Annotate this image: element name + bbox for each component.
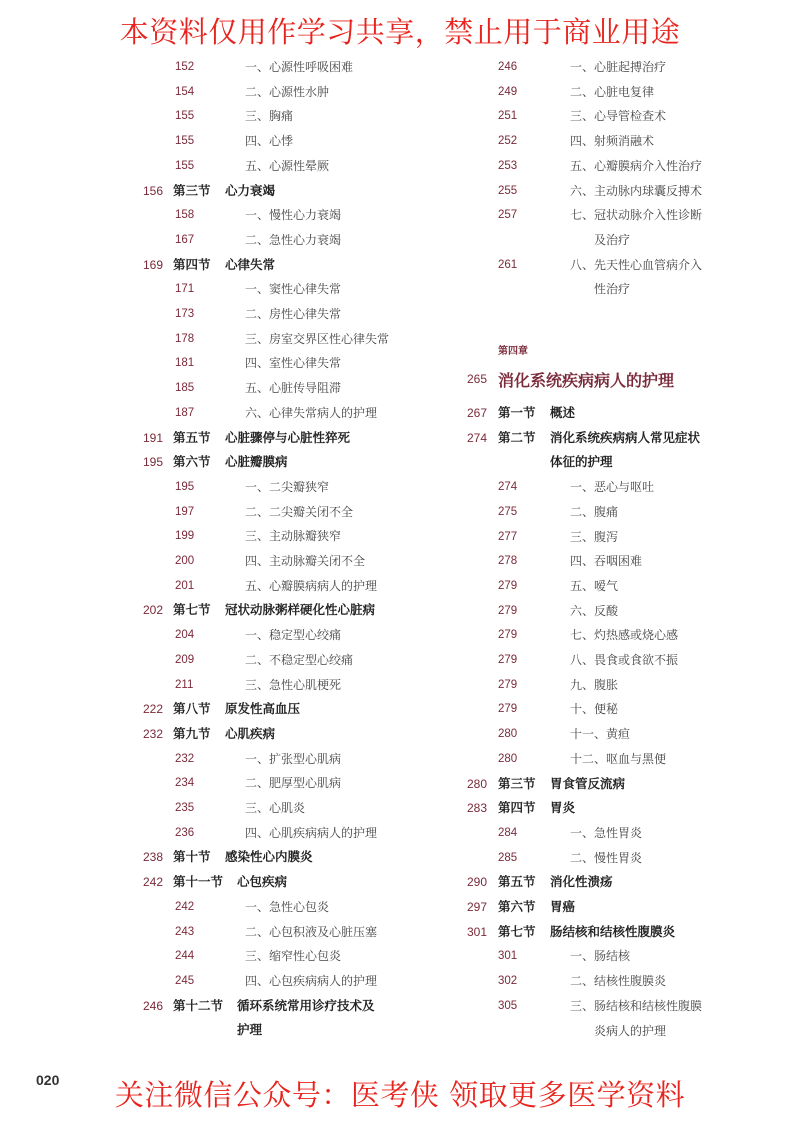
item-title-continued: 性治疗 [594,282,631,297]
item-page-number: 171 [175,283,195,296]
item-title: 五、嗳气 [570,578,619,593]
item-title: 三、心导管检查术 [570,109,667,124]
section-label: 第三节 [173,182,211,198]
item-page-number: 275 [498,505,518,518]
item-title: 四、吞咽困难 [570,554,643,569]
item-title: 四、心包疾病病人的护理 [245,973,378,988]
item-title: 一、肠结核 [570,949,631,964]
item-page-number: 277 [498,530,518,543]
item-title: 十一、黄疸 [570,727,631,742]
section-title: 肠结核和结核性腹膜炎 [550,923,676,939]
section-page-number: 156 [143,183,164,198]
item-page-number: 279 [498,678,518,691]
item-title: 七、冠状动脉介入性诊断 [570,208,703,223]
section-page-number: 267 [467,406,488,420]
section-title: 胃癌 [550,899,576,914]
section-label: 第五节 [173,429,211,445]
section-label: 第七节 [173,602,211,618]
section-title-continued: 体征的护理 [550,454,613,470]
section-page-number: 169 [143,257,164,272]
item-page-number: 154 [175,85,195,98]
item-page-number: 235 [175,802,195,814]
section-title: 心肌疾病 [225,725,276,741]
top-notice-banner: 本资料仅用作学习共享，禁止用于商业用途 [119,15,681,49]
item-page-number: 274 [498,481,518,494]
item-title: 一、二尖瓣狭窄 [245,479,330,494]
item-title: 二、腹痛 [570,504,619,519]
section-label: 第八节 [173,701,211,717]
section-label: 第九节 [173,725,211,741]
item-title: 七、灼热感或烧心感 [570,628,679,643]
item-title: 二、心包积液及心脏压塞 [245,924,378,939]
item-page-number: 232 [175,752,195,765]
item-title: 四、室性心律失常 [245,356,342,371]
item-title: 一、扩张型心肌病 [245,751,342,766]
item-page-number: 181 [175,357,195,370]
item-title: 五、心瓣膜病病人的护理 [245,578,378,593]
item-title: 四、主动脉瓣关闭不全 [245,554,366,568]
item-title: 二、肥厚型心肌病 [245,776,342,791]
section-page-number: 191 [143,430,164,445]
section-label: 第六节 [173,454,211,470]
section-page-number: 232 [143,726,164,741]
item-page-number: 249 [498,85,518,98]
item-title: 四、射频消融术 [570,134,655,149]
item-title: 八、先天性心血管病介入 [570,257,703,272]
section-page-number: 274 [467,430,488,445]
section-label: 第十节 [173,849,211,865]
section-label: 第三节 [498,775,536,791]
item-title: 一、急性胃炎 [570,825,643,840]
item-title: 二、心脏电复律 [570,84,655,99]
bottom-notice-banner: 关注微信公众号：医考侠 领取更多医学资料 [114,1078,686,1112]
section-title: 心脏瓣膜病 [225,454,288,470]
item-page-number: 279 [498,629,518,642]
item-page-number: 197 [175,505,195,518]
section-page-number: 242 [143,875,164,890]
item-title: 六、心律失常病人的护理 [245,405,378,420]
section-title: 消化性溃疡 [550,874,613,890]
item-title: 五、心脏传导阻滞 [245,381,342,396]
item-title: 三、缩窄性心包炎 [245,949,342,964]
section-page-number: 301 [467,924,488,939]
section-title: 心律失常 [225,256,276,272]
item-page-number: 252 [498,135,518,148]
item-page-number: 257 [498,209,518,222]
item-title: 一、急性心包炎 [245,899,330,914]
item-title: 二、慢性胃炎 [570,850,643,865]
item-title: 十二、呕血与黑便 [570,751,667,766]
section-title: 原发性高血压 [225,701,301,717]
section-label: 第六节 [498,899,536,914]
item-page-number: 261 [498,258,518,271]
item-page-number: 279 [498,654,518,666]
section-label: 第十二节 [173,997,224,1013]
item-title: 二、二尖瓣关闭不全 [245,504,354,519]
item-title: 一、心脏起搏治疗 [570,60,667,74]
item-page-number: 280 [498,752,518,765]
item-page-number: 211 [175,678,194,691]
item-title: 二、心源性水肿 [245,84,330,99]
item-title: 二、房性心律失常 [245,307,342,321]
item-page-number: 158 [175,209,195,222]
item-page-number: 285 [498,851,518,864]
item-page-number: 209 [175,653,195,666]
item-title: 一、窦性心律失常 [245,282,342,297]
item-title: 三、肠结核和结核性腹膜 [570,998,703,1013]
item-page-number: 199 [175,530,195,543]
item-title: 三、心肌炎 [245,801,306,815]
section-page-number: 280 [467,776,488,791]
section-label: 第十一节 [173,874,224,890]
item-page-number: 200 [175,555,195,567]
chapter-title: 消化系统疾病病人的护理 [498,371,675,390]
section-title-continued: 护理 [237,1022,263,1038]
section-title: 消化系统疾病病人常见症状 [550,429,701,445]
item-title: 一、恶心与呕吐 [570,480,655,495]
section-title: 心包疾病 [237,874,288,890]
item-page-number: 204 [175,629,195,642]
item-page-number: 167 [175,233,195,246]
item-title: 五、心瓣膜病介入性治疗 [570,158,703,173]
item-page-number: 201 [175,579,195,592]
section-label: 第四节 [173,256,211,272]
section-title: 冠状动脉粥样硬化性心脏病 [225,602,376,618]
item-title: 四、心肌疾病病人的护理 [245,825,378,840]
section-page-number: 290 [467,875,488,890]
item-title: 三、胸痛 [245,109,294,124]
section-title: 感染性心内膜炎 [225,849,313,865]
item-page-number: 253 [498,159,518,172]
item-page-number: 155 [175,110,195,123]
item-title: 一、稳定型心绞痛 [245,628,342,643]
item-page-number: 278 [498,555,518,568]
item-page-number: 155 [175,159,195,172]
section-title: 胃食管反流病 [550,775,626,791]
item-title: 三、腹泻 [570,529,619,544]
item-title: 二、结核性腹膜炎 [570,974,667,989]
item-title: 三、主动脉瓣狭窄 [245,529,342,544]
item-page-number: 244 [175,950,195,963]
item-page-number: 246 [498,61,518,73]
section-page-number: 297 [467,900,488,914]
item-page-number: 185 [175,382,195,395]
item-title: 六、反酸 [570,603,619,618]
item-title-continued: 及治疗 [594,232,631,247]
section-page-number: 202 [143,603,164,618]
item-page-number: 245 [175,974,195,987]
item-title: 四、心悸 [245,134,294,149]
item-title: 十、便秘 [570,702,619,717]
section-page-number: 238 [143,850,164,865]
chapter-page-number: 265 [467,372,488,386]
item-page-number: 155 [175,135,195,148]
item-page-number: 279 [498,604,518,617]
item-page-number: 236 [175,826,195,839]
item-page-number: 251 [498,110,518,123]
item-title: 五、心源性晕厥 [245,158,330,173]
item-title: 三、房室交界区性心律失常 [245,331,390,346]
section-label: 第七节 [498,923,536,939]
item-page-number: 280 [498,728,518,741]
item-title-continued: 炎病人的护理 [594,1023,667,1038]
item-page-number: 301 [498,950,518,963]
section-label: 第一节 [498,405,536,420]
item-page-number: 302 [498,975,518,988]
section-page-number: 246 [143,998,164,1013]
section-page-number: 222 [143,702,164,717]
chapter-label: 第四章 [498,346,528,357]
item-page-number: 152 [175,61,195,73]
item-page-number: 234 [175,777,195,790]
section-page-number: 283 [467,801,488,816]
page-number: 020 [36,1072,60,1088]
item-page-number: 242 [175,900,195,913]
item-title: 二、急性心力衰竭 [245,232,342,247]
section-title: 概述 [550,405,576,420]
item-page-number: 279 [498,703,518,716]
item-page-number: 195 [175,480,195,493]
section-title: 心力衰竭 [225,182,276,198]
item-page-number: 284 [498,826,518,839]
section-title: 循环系统常用诊疗技术及 [237,997,375,1013]
item-title: 九、腹胀 [570,677,619,692]
section-label: 第二节 [498,429,536,445]
section-title: 胃炎 [550,800,576,816]
item-title: 一、慢性心力衰竭 [245,208,342,223]
item-page-number: 255 [498,184,518,197]
section-title: 心脏骤停与心脏性猝死 [225,429,351,445]
item-page-number: 187 [175,406,195,419]
item-title: 六、主动脉内球囊反搏术 [570,183,703,198]
item-page-number: 305 [498,999,518,1012]
item-title: 二、不稳定型心绞痛 [245,652,354,667]
section-label: 第五节 [498,874,536,890]
item-title: 八、畏食或食欲不振 [570,653,679,667]
item-page-number: 178 [175,332,195,345]
item-page-number: 173 [175,308,195,320]
item-title: 三、急性心肌梗死 [245,677,342,692]
item-page-number: 243 [175,925,195,938]
section-page-number: 195 [143,455,164,470]
item-page-number: 279 [498,579,518,592]
section-label: 第四节 [498,800,536,816]
item-title: 一、心源性呼吸困难 [245,60,354,74]
